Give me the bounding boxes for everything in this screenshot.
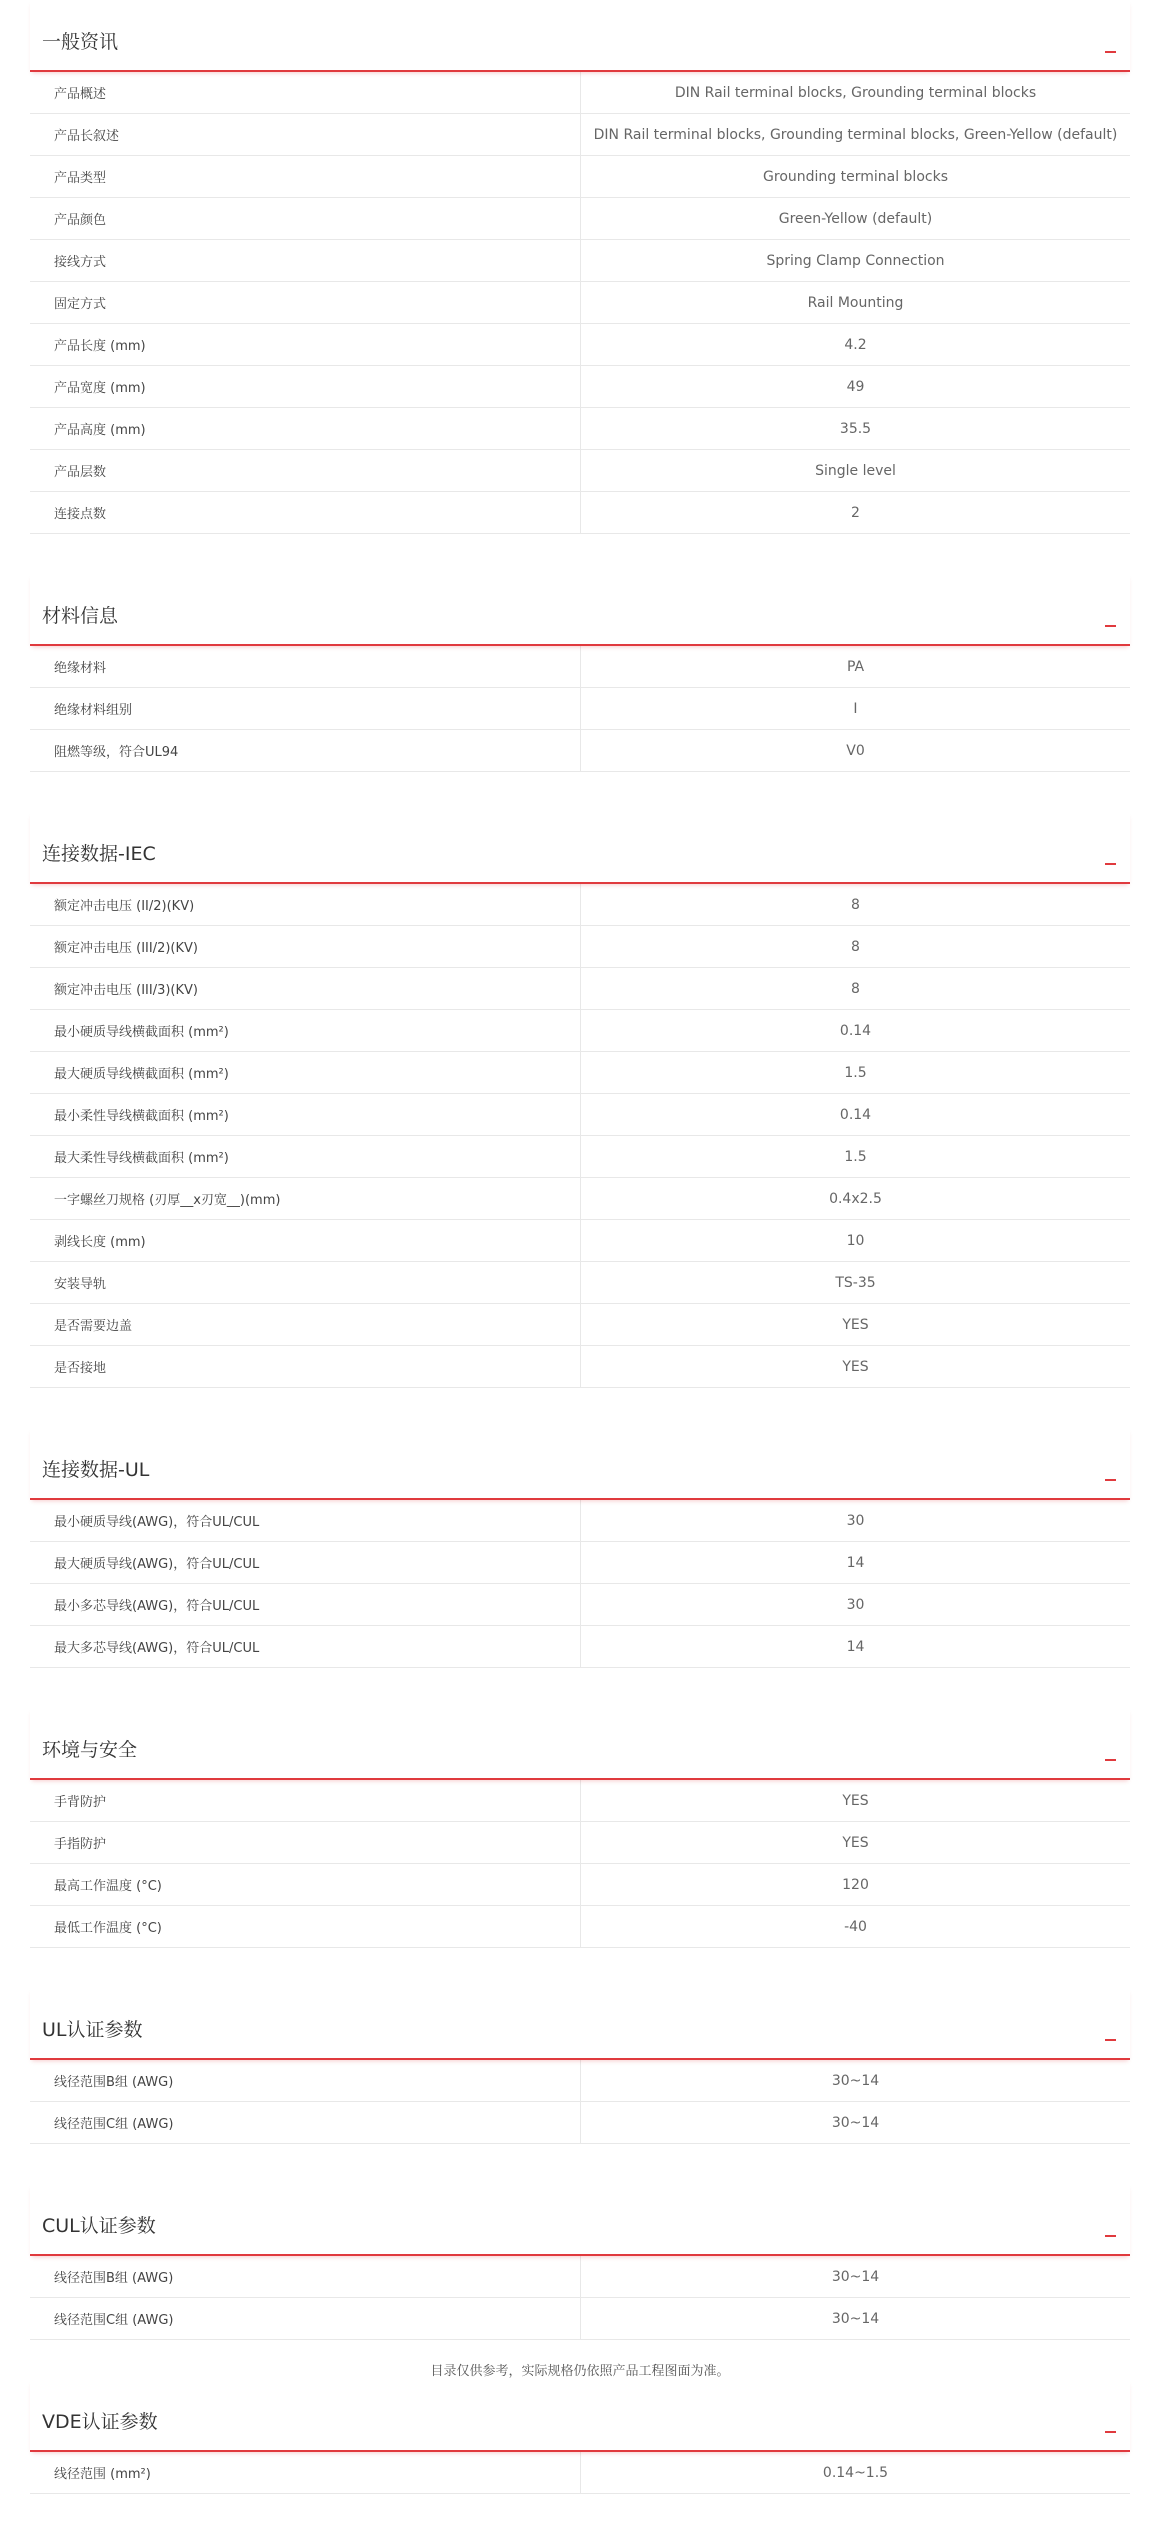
spec-label: 手背防护 — [30, 1780, 581, 1821]
spec-row — [30, 646, 1130, 688]
section-header[interactable] — [30, 0, 1130, 72]
minus-icon[interactable] — [1105, 1759, 1116, 1761]
spec-value: 0.14 — [839, 1022, 872, 1039]
spec-value: Spring Clamp Connection — [766, 252, 945, 269]
spec-row — [30, 1906, 1130, 1948]
section-header[interactable] — [30, 812, 1130, 884]
spec-label: 线径范围B组 (AWG) — [30, 2256, 581, 2297]
spec-row — [30, 2452, 1130, 2494]
spec-row — [30, 1220, 1130, 1262]
spec-value: 8 — [851, 938, 860, 955]
spec-label: 最高工作温度 (°C) — [30, 1864, 581, 1905]
spec-row — [30, 884, 1130, 926]
spec-label: 产品长叙述 — [30, 114, 581, 155]
spec-value: DIN Rail terminal blocks, Grounding terminal blocks — [674, 84, 1037, 101]
spec-label: 是否需要边盖 — [30, 1304, 581, 1345]
spec-value: 8 — [851, 980, 860, 997]
spec-value: 120 — [842, 1876, 869, 1893]
spec-label: 线径范围 (mm²) — [30, 2452, 581, 2493]
minus-icon[interactable] — [1105, 625, 1116, 627]
spec-label: 额定冲击电压 (III/3)(KV) — [30, 968, 581, 1009]
spec-row — [30, 1542, 1130, 1584]
spec-row — [30, 1584, 1130, 1626]
minus-icon[interactable] — [1105, 2039, 1116, 2041]
spec-value: 30~14 — [831, 2114, 880, 2131]
spec-row — [30, 1304, 1130, 1346]
footer-note: 目录仅供参考，实际规格仍依照产品工程图面为准。 — [430, 2364, 730, 2379]
spec-value: YES — [842, 1358, 869, 1375]
section-header[interactable] — [30, 1428, 1130, 1500]
spec-row — [30, 114, 1130, 156]
spec-row — [30, 324, 1130, 366]
spec-section — [30, 812, 1130, 1388]
spec-value: 30~14 — [831, 2310, 880, 2327]
spec-row — [30, 1500, 1130, 1542]
spec-label: 接线方式 — [30, 240, 581, 281]
spec-section — [30, 574, 1130, 772]
section-title: 连接数据-UL — [42, 1459, 150, 1481]
spec-label: 线径范围B组 (AWG) — [30, 2060, 581, 2101]
spec-label: 产品高度 (mm) — [30, 408, 581, 449]
spec-label: 固定方式 — [30, 282, 581, 323]
spec-value: YES — [842, 1834, 869, 1851]
spec-value: Rail Mounting — [807, 294, 904, 311]
spec-value: 30 — [846, 1512, 865, 1529]
section-title: 环境与安全 — [42, 1739, 138, 1761]
spec-value: I — [853, 700, 858, 717]
minus-icon[interactable] — [1105, 51, 1116, 53]
spec-table — [30, 2256, 1130, 2340]
spec-row — [30, 2256, 1130, 2298]
spec-value: 30~14 — [831, 2072, 880, 2089]
spec-table — [30, 646, 1130, 772]
spec-table — [30, 72, 1130, 534]
spec-row — [30, 2060, 1130, 2102]
spec-section — [30, 1428, 1130, 1668]
spec-row — [30, 1262, 1130, 1304]
spec-row — [30, 240, 1130, 282]
spec-row — [30, 450, 1130, 492]
spec-row — [30, 730, 1130, 772]
minus-icon[interactable] — [1105, 2235, 1116, 2237]
spec-row — [30, 1010, 1130, 1052]
spec-value: 1.5 — [844, 1148, 867, 1165]
minus-icon[interactable] — [1105, 2431, 1116, 2433]
section-title: CUL认证参数 — [42, 2215, 156, 2237]
spec-label: 额定冲击电压 (III/2)(KV) — [30, 926, 581, 967]
spec-label: 剥线长度 (mm) — [30, 1220, 581, 1261]
spec-label: 是否接地 — [30, 1346, 581, 1387]
spec-value: 0.4x2.5 — [829, 1190, 882, 1207]
spec-label: 产品宽度 (mm) — [30, 366, 581, 407]
spec-value: Green-Yellow (default) — [778, 210, 933, 227]
spec-row — [30, 1864, 1130, 1906]
section-header[interactable] — [30, 2380, 1130, 2452]
spec-row — [30, 1136, 1130, 1178]
spec-label: 线径范围C组 (AWG) — [30, 2298, 581, 2339]
spec-label: 最低工作温度 (°C) — [30, 1906, 581, 1947]
spec-section — [30, 2184, 1130, 2340]
spec-row — [30, 492, 1130, 534]
spec-value: DIN Rail terminal blocks, Grounding terminal blocks, Green-Yellow (default) — [593, 126, 1118, 143]
spec-section — [30, 1708, 1130, 1948]
section-header[interactable] — [30, 1988, 1130, 2060]
spec-section — [30, 0, 1130, 534]
spec-row — [30, 282, 1130, 324]
minus-icon[interactable] — [1105, 863, 1116, 865]
spec-value: 2 — [851, 504, 860, 521]
spec-value: TS-35 — [835, 1274, 876, 1291]
section-title: UL认证参数 — [42, 2019, 143, 2041]
spec-row — [30, 156, 1130, 198]
spec-label: 一字螺丝刀规格 (刃厚__x刃宽__)(mm) — [30, 1178, 581, 1219]
spec-sheet — [30, 0, 1130, 2534]
section-header[interactable] — [30, 1708, 1130, 1780]
spec-row — [30, 1780, 1130, 1822]
spec-value: 4.2 — [844, 336, 867, 353]
spec-label: 最大硬质导线(AWG)，符合UL/CUL — [30, 1542, 581, 1583]
spec-value: 0.14 — [839, 1106, 872, 1123]
section-header[interactable] — [30, 574, 1130, 646]
spec-label: 手指防护 — [30, 1822, 581, 1863]
spec-value: YES — [842, 1316, 869, 1333]
spec-value: 14 — [846, 1554, 865, 1571]
spec-value: -40 — [844, 1918, 867, 1935]
spec-row — [30, 408, 1130, 450]
section-title: 连接数据-IEC — [42, 843, 156, 865]
spec-row — [30, 926, 1130, 968]
spec-label: 产品类型 — [30, 156, 581, 197]
spec-value: V0 — [846, 742, 865, 759]
spec-value: YES — [842, 1792, 869, 1809]
spec-value: Single level — [815, 462, 896, 479]
spec-label: 产品颜色 — [30, 198, 581, 239]
spec-label: 产品长度 (mm) — [30, 324, 581, 365]
spec-row — [30, 2102, 1130, 2144]
spec-label: 阻燃等级，符合UL94 — [30, 730, 581, 771]
spec-row — [30, 688, 1130, 730]
minus-icon[interactable] — [1105, 1479, 1116, 1481]
spec-value: Grounding terminal blocks — [763, 168, 948, 185]
spec-row — [30, 1626, 1130, 1668]
spec-label: 最小硬质导线横截面积 (mm²) — [30, 1010, 581, 1051]
spec-table — [30, 1780, 1130, 1948]
spec-value: 8 — [851, 896, 860, 913]
spec-label: 绝缘材料组别 — [30, 688, 581, 729]
spec-table — [30, 2060, 1130, 2144]
spec-value: 0.14~1.5 — [822, 2464, 889, 2481]
spec-section — [30, 1988, 1130, 2144]
spec-row — [30, 968, 1130, 1010]
spec-value: PA — [846, 658, 865, 675]
spec-row — [30, 2298, 1130, 2340]
spec-row — [30, 1178, 1130, 1220]
spec-label: 额定冲击电压 (II/2)(KV) — [30, 884, 581, 925]
spec-value: 30 — [846, 1596, 865, 1613]
spec-value: 10 — [846, 1232, 865, 1249]
spec-value: 1.5 — [844, 1064, 867, 1081]
spec-row — [30, 1822, 1130, 1864]
spec-value: 49 — [846, 378, 865, 395]
spec-label: 产品层数 — [30, 450, 581, 491]
spec-table — [30, 2452, 1130, 2494]
spec-row — [30, 1346, 1130, 1388]
section-title: 材料信息 — [42, 605, 119, 627]
spec-label: 最小柔性导线横截面积 (mm²) — [30, 1094, 581, 1135]
section-title: VDE认证参数 — [42, 2411, 158, 2433]
spec-value: 30~14 — [831, 2268, 880, 2285]
spec-row — [30, 1052, 1130, 1094]
spec-label: 最小多芯导线(AWG)，符合UL/CUL — [30, 1584, 581, 1625]
spec-label: 绝缘材料 — [30, 646, 581, 687]
spec-label: 最大多芯导线(AWG)，符合UL/CUL — [30, 1626, 581, 1667]
spec-label: 最大柔性导线横截面积 (mm²) — [30, 1136, 581, 1177]
section-title: 一般资讯 — [42, 31, 119, 53]
spec-table — [30, 884, 1130, 1388]
spec-table — [30, 1500, 1130, 1668]
spec-label: 连接点数 — [30, 492, 581, 533]
spec-section — [30, 2380, 1130, 2494]
spec-row — [30, 1094, 1130, 1136]
spec-value: 35.5 — [839, 420, 872, 437]
spec-value: 14 — [846, 1638, 865, 1655]
spec-label: 线径范围C组 (AWG) — [30, 2102, 581, 2143]
spec-label: 最小硬质导线(AWG)，符合UL/CUL — [30, 1500, 581, 1541]
spec-row — [30, 366, 1130, 408]
spec-label: 最大硬质导线横截面积 (mm²) — [30, 1052, 581, 1093]
spec-row — [30, 198, 1130, 240]
spec-row — [30, 72, 1130, 114]
spec-label: 安装导轨 — [30, 1262, 581, 1303]
section-header[interactable] — [30, 2184, 1130, 2256]
spec-label: 产品概述 — [30, 72, 581, 113]
